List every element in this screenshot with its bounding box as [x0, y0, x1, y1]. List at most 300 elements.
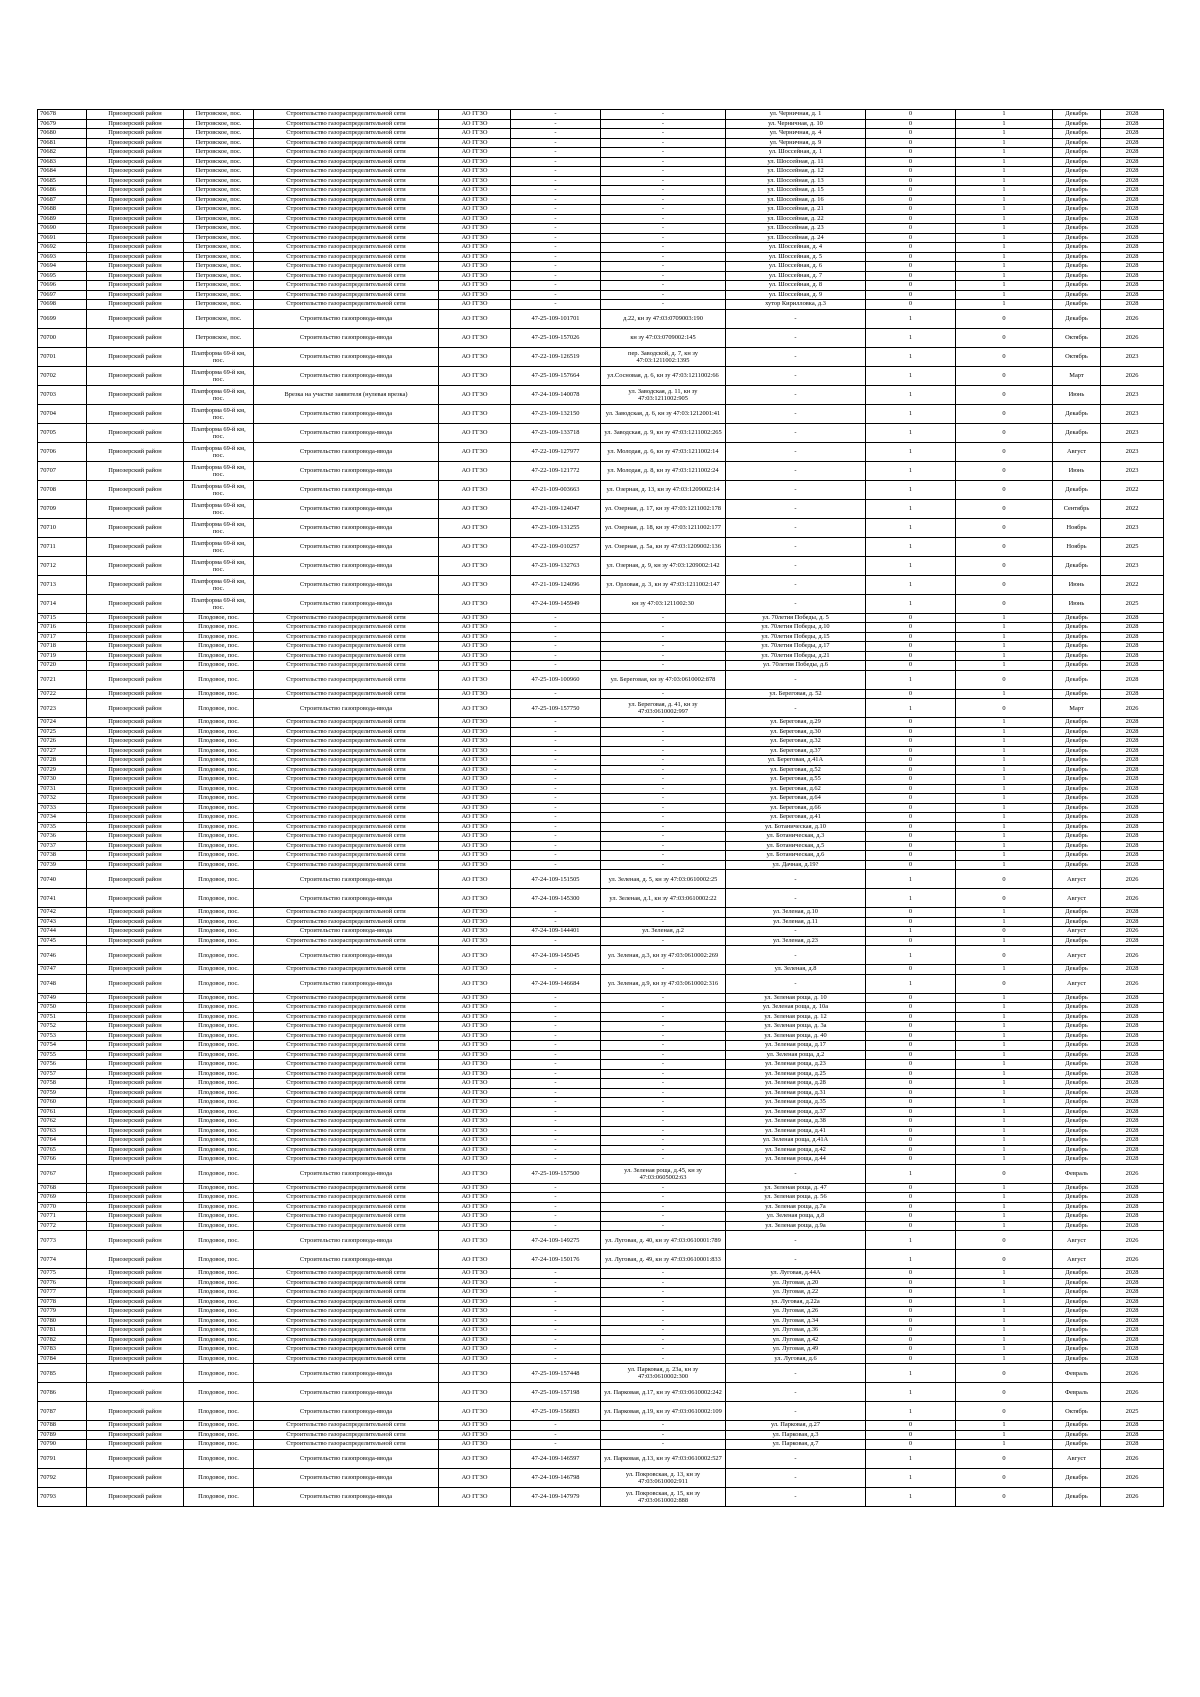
application-number-cell: 47-25-109-157750	[511, 699, 601, 718]
settlement-cell: Плодовое, пос.	[184, 1364, 254, 1383]
applicant-address-cell: -	[601, 1050, 726, 1060]
row-id-cell: 70731	[38, 784, 87, 794]
organization-cell: АО ГГЗО	[439, 927, 511, 937]
network-address-cell: -	[726, 1383, 866, 1402]
network-address-cell: ул. Шоссейная, д. 12	[726, 167, 866, 177]
organization-cell: АО ГГЗО	[439, 1117, 511, 1127]
inputs-count-cell: 1	[866, 556, 956, 575]
settlement-cell: Петровское, пос.	[184, 233, 254, 243]
month-cell: Декабрь	[1053, 1060, 1101, 1070]
network-count-cell: 1	[956, 1079, 1053, 1089]
row-id-cell: 70752	[38, 1022, 87, 1032]
work-type-cell: Строительство газораспределительной сети	[254, 917, 439, 927]
settlement-cell: Плодовое, пос.	[184, 613, 254, 623]
year-cell: 2028	[1101, 841, 1164, 851]
year-cell: 2026	[1101, 889, 1164, 908]
application-number-cell: -	[511, 1060, 601, 1070]
settlement-cell: Петровское, пос.	[184, 148, 254, 158]
table-row	[38, 1136, 1164, 1146]
month-cell: Февраль	[1053, 1364, 1101, 1383]
organization-cell: АО ГГЗО	[439, 936, 511, 946]
year-cell: 2028	[1101, 661, 1164, 671]
applicant-address-cell: -	[601, 813, 726, 823]
network-address-cell: ул. Ботаническая, д.10	[726, 822, 866, 832]
application-number-cell: -	[511, 917, 601, 927]
year-cell: 2028	[1101, 632, 1164, 642]
network-count-cell: 0	[956, 309, 1053, 328]
application-number-cell: 47-21-109-124047	[511, 499, 601, 518]
work-type-cell: Строительство газораспределительной сети	[254, 1022, 439, 1032]
organization-cell: АО ГГЗО	[439, 1060, 511, 1070]
settlement-cell: Плодовое, пос.	[184, 746, 254, 756]
network-count-cell: 1	[956, 613, 1053, 623]
work-type-cell: Строительство газораспределительной сети	[254, 860, 439, 870]
network-count-cell: 1	[956, 224, 1053, 234]
application-number-cell: -	[511, 262, 601, 272]
table-row	[38, 1316, 1164, 1326]
network-address-cell: ул. Шоссейная, д. 21	[726, 205, 866, 215]
month-cell: Декабрь	[1053, 1487, 1101, 1506]
organization-cell: АО ГГЗО	[439, 794, 511, 804]
table-row	[38, 1307, 1164, 1317]
row-id-cell: 70685	[38, 176, 87, 186]
table-row	[38, 262, 1164, 272]
month-cell: Декабрь	[1053, 651, 1101, 661]
month-cell: Декабрь	[1053, 148, 1101, 158]
settlement-cell: Плодовое, пос.	[184, 1326, 254, 1336]
applicant-address-cell: -	[601, 651, 726, 661]
settlement-cell: Плодовое, пос.	[184, 1402, 254, 1421]
application-number-cell: 47-25-109-157448	[511, 1364, 601, 1383]
row-id-cell: 70781	[38, 1326, 87, 1336]
network-address-cell: ул. Ботаническая, д.5	[726, 841, 866, 851]
settlement-cell: Плодовое, пос.	[184, 727, 254, 737]
application-number-cell: -	[511, 1421, 601, 1431]
applicant-address-cell: -	[601, 632, 726, 642]
inputs-count-cell: 0	[866, 1345, 956, 1355]
network-address-cell: -	[726, 575, 866, 594]
year-cell: 2028	[1101, 148, 1164, 158]
applicant-address-cell: -	[601, 1354, 726, 1364]
network-address-cell: ул. Зеленая роща, д.25	[726, 1069, 866, 1079]
applicant-address-cell: -	[601, 784, 726, 794]
month-cell: Февраль	[1053, 1164, 1101, 1183]
district-cell: Приозерский район	[87, 575, 184, 594]
table-row	[38, 1440, 1164, 1450]
year-cell: 2023	[1101, 461, 1164, 480]
settlement-cell: Плодовое, пос.	[184, 1212, 254, 1222]
network-count-cell: 1	[956, 1269, 1053, 1279]
organization-cell: АО ГГЗО	[439, 860, 511, 870]
work-type-cell: Строительство газораспределительной сети	[254, 148, 439, 158]
table-row	[38, 110, 1164, 120]
inputs-count-cell: 1	[866, 1487, 956, 1506]
row-id-cell: 70777	[38, 1288, 87, 1298]
table-row	[38, 499, 1164, 518]
organization-cell: АО ГГЗО	[439, 908, 511, 918]
row-id-cell: 70766	[38, 1155, 87, 1165]
organization-cell: АО ГГЗО	[439, 642, 511, 652]
settlement-cell: Плодовое, пос.	[184, 718, 254, 728]
year-cell: 2026	[1101, 1364, 1164, 1383]
organization-cell: АО ГГЗО	[439, 328, 511, 347]
work-type-cell: Врезка на участке заявителя (нулевая врезка)	[254, 385, 439, 404]
district-cell: Приозерский район	[87, 347, 184, 366]
network-address-cell: -	[726, 366, 866, 385]
organization-cell: АО ГГЗО	[439, 699, 511, 718]
organization-cell: АО ГГЗО	[439, 1250, 511, 1269]
organization-cell: АО ГГЗО	[439, 1050, 511, 1060]
network-count-cell: 1	[956, 1354, 1053, 1364]
network-count-cell: 0	[956, 1449, 1053, 1468]
year-cell: 2028	[1101, 1193, 1164, 1203]
organization-cell: АО ГГЗО	[439, 822, 511, 832]
applicant-address-cell: -	[601, 119, 726, 129]
application-number-cell: -	[511, 243, 601, 253]
inputs-count-cell: 0	[866, 252, 956, 262]
organization-cell: АО ГГЗО	[439, 1155, 511, 1165]
network-address-cell: ул. Зеленая роща, д.9а	[726, 1221, 866, 1231]
inputs-count-cell: 0	[866, 1326, 956, 1336]
applicant-address-cell: -	[601, 1202, 726, 1212]
network-count-cell: 1	[956, 110, 1053, 120]
network-count-cell: 1	[956, 965, 1053, 975]
year-cell: 2028	[1101, 1088, 1164, 1098]
row-id-cell: 70726	[38, 737, 87, 747]
work-type-cell: Строительство газораспределительной сети	[254, 186, 439, 196]
row-id-cell: 70727	[38, 746, 87, 756]
row-id-cell: 70785	[38, 1364, 87, 1383]
network-count-cell: 1	[956, 1107, 1053, 1117]
inputs-count-cell: 1	[866, 537, 956, 556]
organization-cell: АО ГГЗО	[439, 1449, 511, 1468]
work-type-cell: Строительство газораспределительной сети	[254, 775, 439, 785]
district-cell: Приозерский район	[87, 1126, 184, 1136]
district-cell: Приозерский район	[87, 1012, 184, 1022]
month-cell: Декабрь	[1053, 1031, 1101, 1041]
table-row	[38, 1088, 1164, 1098]
year-cell: 2028	[1101, 1136, 1164, 1146]
applicant-address-cell: -	[601, 195, 726, 205]
network-address-cell: ул. Береговая, д.66	[726, 803, 866, 813]
settlement-cell: Плодовое, пос.	[184, 765, 254, 775]
work-type-cell: Строительство газораспределительной сети	[254, 832, 439, 842]
district-cell: Приозерский район	[87, 1402, 184, 1421]
network-count-cell: 1	[956, 1060, 1053, 1070]
month-cell: Декабрь	[1053, 1202, 1101, 1212]
inputs-count-cell: 0	[866, 1098, 956, 1108]
applicant-address-cell: -	[601, 1145, 726, 1155]
network-address-cell: ул. Шоссейная, д. 11	[726, 157, 866, 167]
row-id-cell: 70697	[38, 290, 87, 300]
settlement-cell: Петровское, пос.	[184, 129, 254, 139]
row-id-cell: 70716	[38, 623, 87, 633]
month-cell: Декабрь	[1053, 613, 1101, 623]
month-cell: Декабрь	[1053, 775, 1101, 785]
settlement-cell: Плодовое, пос.	[184, 851, 254, 861]
organization-cell: АО ГГЗО	[439, 119, 511, 129]
month-cell: Декабрь	[1053, 1316, 1101, 1326]
table-row	[38, 442, 1164, 461]
applicant-address-cell: -	[601, 756, 726, 766]
year-cell: 2028	[1101, 1155, 1164, 1165]
district-cell: Приозерский район	[87, 699, 184, 718]
district-cell: Приозерский район	[87, 1069, 184, 1079]
month-cell: Декабрь	[1053, 1088, 1101, 1098]
network-address-cell: -	[726, 699, 866, 718]
applicant-address-cell: ул. Зеленая роща, д.45, кн зу 47:03:0605002:63	[601, 1164, 726, 1183]
row-id-cell: 70744	[38, 927, 87, 937]
district-cell: Приозерский район	[87, 138, 184, 148]
application-number-cell: -	[511, 1079, 601, 1089]
application-number-cell: 47-24-109-147979	[511, 1487, 601, 1506]
month-cell: Декабрь	[1053, 480, 1101, 499]
organization-cell: АО ГГЗО	[439, 851, 511, 861]
network-count-cell: 1	[956, 623, 1053, 633]
settlement-cell: Плодовое, пос.	[184, 1117, 254, 1127]
organization-cell: АО ГГЗО	[439, 651, 511, 661]
applicant-address-cell: -	[601, 1335, 726, 1345]
row-id-cell: 70768	[38, 1183, 87, 1193]
year-cell: 2026	[1101, 1383, 1164, 1402]
network-count-cell: 1	[956, 1212, 1053, 1222]
network-address-cell: ул. Шоссейная, д. 24	[726, 233, 866, 243]
network-count-cell: 0	[956, 385, 1053, 404]
settlement-cell: Плодовое, пос.	[184, 1003, 254, 1013]
district-cell: Приозерский район	[87, 936, 184, 946]
year-cell: 2022	[1101, 499, 1164, 518]
district-cell: Приозерский район	[87, 1487, 184, 1506]
organization-cell: АО ГГЗО	[439, 670, 511, 689]
table-row	[38, 252, 1164, 262]
district-cell: Приозерский район	[87, 1079, 184, 1089]
settlement-cell: Плодовое, пос.	[184, 1278, 254, 1288]
month-cell: Декабрь	[1053, 851, 1101, 861]
applicant-address-cell: -	[601, 214, 726, 224]
district-cell: Приозерский район	[87, 1117, 184, 1127]
organization-cell: АО ГГЗО	[439, 129, 511, 139]
inputs-count-cell: 0	[866, 1307, 956, 1317]
year-cell: 2023	[1101, 518, 1164, 537]
table-row	[38, 1221, 1164, 1231]
network-count-cell: 1	[956, 746, 1053, 756]
network-count-cell: 0	[956, 461, 1053, 480]
network-count-cell: 1	[956, 176, 1053, 186]
work-type-cell: Строительство газораспределительной сети	[254, 613, 439, 623]
network-address-cell: ул. Шоссейная, д. 7	[726, 271, 866, 281]
year-cell: 2028	[1101, 1278, 1164, 1288]
work-type-cell: Строительство газораспределительной сети	[254, 651, 439, 661]
application-number-cell: -	[511, 765, 601, 775]
settlement-cell: Плодовое, пос.	[184, 1193, 254, 1203]
application-number-cell: 47-24-109-140078	[511, 385, 601, 404]
month-cell: Декабрь	[1053, 119, 1101, 129]
settlement-cell: Плодовое, пос.	[184, 1050, 254, 1060]
year-cell: 2022	[1101, 480, 1164, 499]
district-cell: Приозерский район	[87, 442, 184, 461]
inputs-count-cell: 0	[866, 271, 956, 281]
work-type-cell: Строительство газораспределительной сети	[254, 110, 439, 120]
applicant-address-cell: -	[601, 157, 726, 167]
organization-cell: АО ГГЗО	[439, 537, 511, 556]
district-cell: Приозерский район	[87, 556, 184, 575]
organization-cell: АО ГГЗО	[439, 832, 511, 842]
row-id-cell: 70683	[38, 157, 87, 167]
network-count-cell: 1	[956, 784, 1053, 794]
district-cell: Приозерский район	[87, 993, 184, 1003]
settlement-cell: Плодовое, пос.	[184, 841, 254, 851]
application-number-cell: -	[511, 651, 601, 661]
district-cell: Приозерский район	[87, 784, 184, 794]
settlement-cell: Петровское, пос.	[184, 281, 254, 291]
organization-cell: АО ГГЗО	[439, 262, 511, 272]
district-cell: Приозерский район	[87, 1041, 184, 1051]
district-cell: Приозерский район	[87, 1003, 184, 1013]
month-cell: Август	[1053, 946, 1101, 965]
inputs-count-cell: 1	[866, 699, 956, 718]
month-cell: Октябрь	[1053, 1402, 1101, 1421]
row-id-cell: 70779	[38, 1307, 87, 1317]
inputs-count-cell: 0	[866, 1041, 956, 1051]
network-address-cell: ул. Зеленая роща, д.38	[726, 1117, 866, 1127]
row-id-cell: 70782	[38, 1335, 87, 1345]
table-row	[38, 851, 1164, 861]
month-cell: Декабрь	[1053, 1430, 1101, 1440]
row-id-cell: 70707	[38, 461, 87, 480]
organization-cell: АО ГГЗО	[439, 290, 511, 300]
row-id-cell: 70791	[38, 1449, 87, 1468]
application-number-cell: -	[511, 718, 601, 728]
settlement-cell: Плодовое, пос.	[184, 1307, 254, 1317]
network-address-cell: ул. Зеленая роща, д. 47	[726, 1183, 866, 1193]
settlement-cell: Платформа 69-й км, пос.	[184, 575, 254, 594]
network-count-cell: 1	[956, 860, 1053, 870]
row-id-cell: 70742	[38, 908, 87, 918]
network-count-cell: 1	[956, 756, 1053, 766]
table-row	[38, 699, 1164, 718]
application-number-cell: 47-21-109-003663	[511, 480, 601, 499]
work-type-cell: Строительство газопровода-ввода	[254, 870, 439, 889]
work-type-cell: Строительство газораспределительной сети	[254, 908, 439, 918]
inputs-count-cell: 0	[866, 1354, 956, 1364]
year-cell: 2028	[1101, 271, 1164, 281]
applicant-address-cell: -	[601, 1079, 726, 1089]
organization-cell: АО ГГЗО	[439, 1297, 511, 1307]
applicant-address-cell: ул. Береговая, д. 41, кн зу 47:03:0610002:997	[601, 699, 726, 718]
table-row	[38, 1193, 1164, 1203]
applicant-address-cell: -	[601, 1345, 726, 1355]
month-cell: Декабрь	[1053, 1126, 1101, 1136]
settlement-cell: Петровское, пос.	[184, 138, 254, 148]
settlement-cell: Платформа 69-й км, пос.	[184, 594, 254, 613]
network-count-cell: 1	[956, 737, 1053, 747]
month-cell: Декабрь	[1053, 309, 1101, 328]
month-cell: Март	[1053, 366, 1101, 385]
settlement-cell: Плодовое, пос.	[184, 1421, 254, 1431]
month-cell: Декабрь	[1053, 1278, 1101, 1288]
year-cell: 2028	[1101, 1145, 1164, 1155]
applicant-address-cell: -	[601, 252, 726, 262]
work-type-cell: Строительство газораспределительной сети	[254, 157, 439, 167]
work-type-cell: Строительство газораспределительной сети	[254, 727, 439, 737]
settlement-cell: Плодовое, пос.	[184, 813, 254, 823]
year-cell: 2026	[1101, 1250, 1164, 1269]
month-cell: Ноябрь	[1053, 537, 1101, 556]
month-cell: Декабрь	[1053, 1421, 1101, 1431]
network-address-cell: ул. Зеленая, д.8	[726, 965, 866, 975]
year-cell: 2028	[1101, 1307, 1164, 1317]
table-row	[38, 756, 1164, 766]
applicant-address-cell: -	[601, 1117, 726, 1127]
district-cell: Приозерский район	[87, 889, 184, 908]
inputs-count-cell: 1	[866, 1383, 956, 1402]
settlement-cell: Платформа 69-й км, пос.	[184, 442, 254, 461]
table-row	[38, 1297, 1164, 1307]
district-cell: Приозерский район	[87, 176, 184, 186]
month-cell: Декабрь	[1053, 233, 1101, 243]
table-row	[38, 813, 1164, 823]
row-id-cell: 70735	[38, 822, 87, 832]
work-type-cell: Строительство газораспределительной сети	[254, 756, 439, 766]
inputs-count-cell: 1	[866, 889, 956, 908]
work-type-cell: Строительство газораспределительной сети	[254, 262, 439, 272]
network-count-cell: 1	[956, 119, 1053, 129]
organization-cell: АО ГГЗО	[439, 689, 511, 699]
work-type-cell: Строительство газораспределительной сети	[254, 661, 439, 671]
network-count-cell: 1	[956, 917, 1053, 927]
inputs-count-cell: 0	[866, 148, 956, 158]
row-id-cell: 70693	[38, 252, 87, 262]
year-cell: 2028	[1101, 1012, 1164, 1022]
work-type-cell: Строительство газораспределительной сети	[254, 167, 439, 177]
network-address-cell: ул. Шоссейная, д. 16	[726, 195, 866, 205]
settlement-cell: Плодовое, пос.	[184, 1440, 254, 1450]
network-address-cell: ул. Зеленая роща, д. 3а	[726, 1022, 866, 1032]
work-type-cell: Строительство газораспределительной сети	[254, 1278, 439, 1288]
network-count-cell: 0	[956, 366, 1053, 385]
settlement-cell: Плодовое, пос.	[184, 1202, 254, 1212]
applicant-address-cell: ул. Озерная, д. 13, кн зу 47:03:1209002:14	[601, 480, 726, 499]
inputs-count-cell: 0	[866, 965, 956, 975]
application-number-cell: -	[511, 1269, 601, 1279]
year-cell: 2028	[1101, 129, 1164, 139]
district-cell: Приозерский район	[87, 1316, 184, 1326]
settlement-cell: Петровское, пос.	[184, 119, 254, 129]
organization-cell: АО ГГЗО	[439, 423, 511, 442]
network-address-cell: ул. Шоссейная, д. 6	[726, 262, 866, 272]
work-type-cell: Строительство газораспределительной сети	[254, 632, 439, 642]
work-type-cell: Строительство газопровода-ввода	[254, 537, 439, 556]
row-id-cell: 70691	[38, 233, 87, 243]
settlement-cell: Плодовое, пос.	[184, 870, 254, 889]
inputs-count-cell: 0	[866, 1022, 956, 1032]
organization-cell: АО ГГЗО	[439, 1430, 511, 1440]
work-type-cell: Строительство газораспределительной сети	[254, 851, 439, 861]
settlement-cell: Плодовое, пос.	[184, 651, 254, 661]
work-type-cell: Строительство газораспределительной сети	[254, 765, 439, 775]
district-cell: Приозерский район	[87, 860, 184, 870]
application-number-cell: -	[511, 1022, 601, 1032]
network-count-cell: 1	[956, 252, 1053, 262]
settlement-cell: Плодовое, пос.	[184, 1269, 254, 1279]
district-cell: Приозерский район	[87, 1155, 184, 1165]
district-cell: Приозерский район	[87, 1193, 184, 1203]
inputs-count-cell: 0	[866, 1193, 956, 1203]
year-cell: 2028	[1101, 765, 1164, 775]
year-cell: 2028	[1101, 613, 1164, 623]
month-cell: Декабрь	[1053, 632, 1101, 642]
applicant-address-cell: -	[601, 1193, 726, 1203]
